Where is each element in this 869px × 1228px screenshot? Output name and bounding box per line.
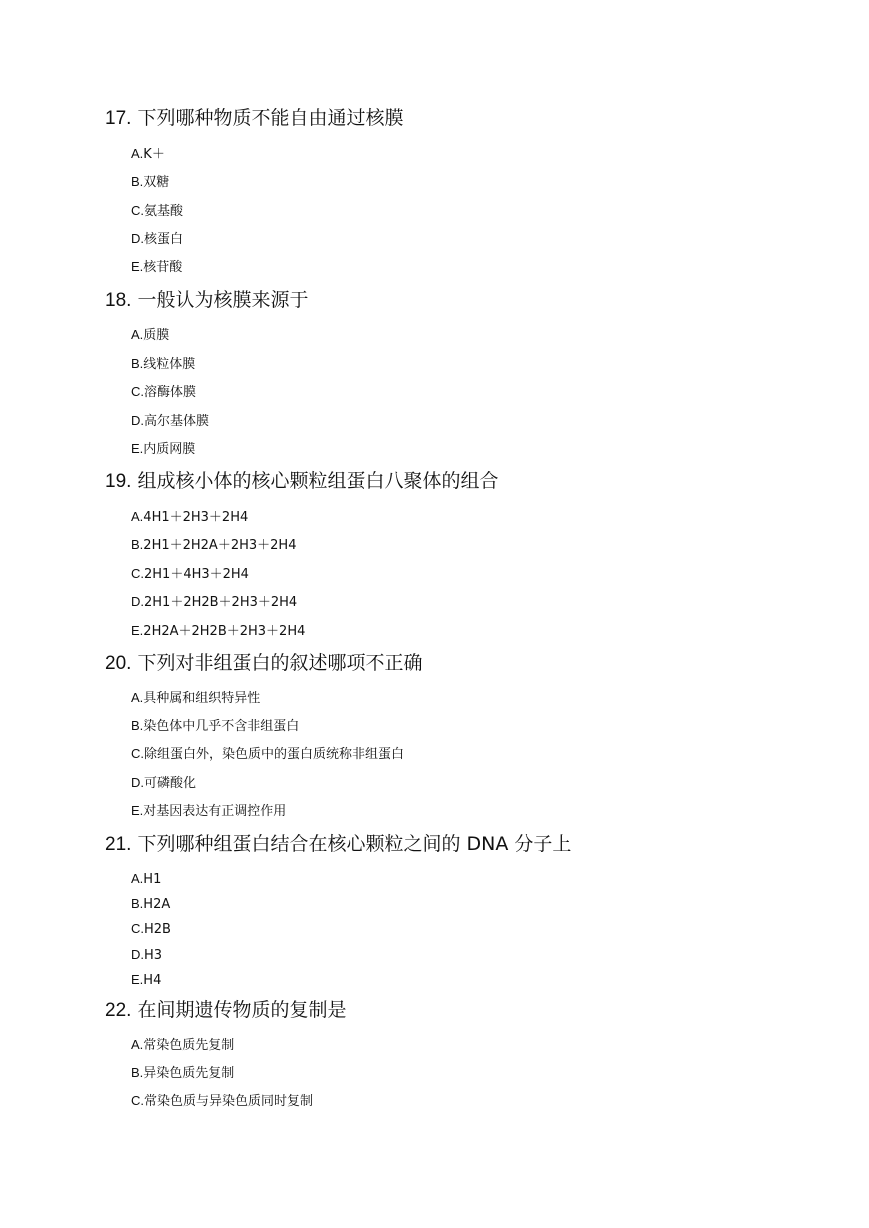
option-b (131, 1064, 234, 1083)
option-d (131, 412, 209, 431)
option-c (131, 202, 183, 221)
option-letter: B. (131, 537, 144, 552)
option-b (131, 895, 170, 914)
option-text: 异染色质先复制 (143, 1066, 235, 1081)
option-text: 核蛋白 (144, 232, 184, 247)
option-text: 染色体中几乎不含非组蛋白 (143, 719, 300, 734)
option-d (131, 230, 183, 249)
option-c (131, 565, 249, 584)
option-a (131, 870, 161, 889)
option-c (131, 745, 404, 764)
option-text: 核苷酸 (143, 260, 183, 275)
option-letter: E. (131, 803, 144, 818)
option-d (131, 946, 162, 965)
question-number: 18. (105, 290, 132, 311)
option-a (131, 689, 260, 708)
option-text: 除组蛋白外，染色质中的蛋白质统称非组蛋白 (144, 747, 405, 762)
option-text: 氨基酸 (144, 204, 184, 219)
option-e (131, 258, 182, 277)
option-text: H2B (144, 922, 171, 937)
option-letter: E. (131, 623, 144, 638)
option-letter: B. (131, 896, 144, 911)
option-letter: A. (131, 146, 144, 161)
question-title (105, 288, 308, 313)
question-text: 下列对非组蛋白的叙述哪项不正确 (137, 652, 423, 674)
option-letter: A. (131, 327, 144, 342)
option-text: 质膜 (143, 328, 170, 343)
option-text: 2H1＋2H2B＋2H3＋2H4 (144, 595, 298, 610)
question-number: 19. (105, 471, 132, 492)
option-letter: D. (131, 947, 144, 962)
option-letter: B. (131, 174, 144, 189)
option-letter: B. (131, 356, 144, 371)
question-number: 20. (105, 653, 132, 674)
option-letter: D. (131, 413, 144, 428)
option-a (131, 1036, 234, 1055)
option-text: 2H2A＋2H2B＋2H3＋2H4 (143, 624, 306, 639)
option-letter: C. (131, 1093, 144, 1108)
question-title (105, 106, 403, 131)
option-letter: E. (131, 441, 144, 456)
option-text: 4H1＋2H3＋2H4 (143, 510, 249, 525)
option-text: H3 (144, 948, 163, 963)
option-text: 可磷酸化 (144, 776, 197, 791)
question-title (105, 651, 422, 676)
option-text: 线粒体膜 (143, 357, 196, 372)
question-text: 下列哪种组蛋白结合在核心颗粒之间的 DNA 分子上 (137, 833, 572, 855)
option-text: 常染色质与异染色质同时复制 (144, 1094, 314, 1109)
option-letter: C. (131, 384, 144, 399)
option-letter: E. (131, 259, 144, 274)
option-b (131, 717, 299, 736)
option-letter: D. (131, 775, 144, 790)
option-c (131, 383, 196, 402)
option-text: H1 (143, 872, 162, 887)
option-text: 溶酶体膜 (144, 385, 197, 400)
option-text: 常染色质先复制 (143, 1038, 235, 1053)
option-b (131, 173, 169, 192)
option-d (131, 593, 297, 612)
option-letter: D. (131, 594, 144, 609)
option-text: 具种属和组织特异性 (143, 691, 261, 706)
option-text: K＋ (143, 147, 165, 162)
option-letter: A. (131, 690, 144, 705)
question-title (105, 998, 346, 1023)
option-letter: A. (131, 1037, 144, 1052)
question-text: 在间期遗传物质的复制是 (137, 999, 347, 1021)
question-text: 下列哪种物质不能自由通过核膜 (137, 107, 404, 129)
option-d (131, 774, 196, 793)
option-e (131, 440, 195, 459)
option-e (131, 802, 286, 821)
question-title (105, 832, 571, 857)
option-a (131, 326, 169, 345)
option-letter: B. (131, 1065, 144, 1080)
question-text: 组成核小体的核心颗粒组蛋白八聚体的组合 (137, 470, 499, 492)
question-number: 17. (105, 108, 132, 129)
option-b (131, 355, 195, 374)
question-number: 22. (105, 1000, 132, 1021)
option-text: 高尔基体膜 (144, 414, 210, 429)
option-e (131, 622, 305, 641)
option-letter: D. (131, 231, 144, 246)
option-a (131, 145, 165, 164)
option-letter: C. (131, 921, 144, 936)
option-b (131, 536, 296, 555)
option-c (131, 920, 171, 939)
option-letter: E. (131, 972, 144, 987)
option-text: H4 (143, 973, 162, 988)
option-letter: C. (131, 566, 144, 581)
option-letter: B. (131, 718, 144, 733)
option-letter: C. (131, 746, 144, 761)
option-letter: C. (131, 203, 144, 218)
option-text: 内质网膜 (143, 442, 196, 457)
question-title (105, 469, 498, 494)
option-text: H2A (143, 897, 171, 912)
option-letter: A. (131, 509, 144, 524)
option-c (131, 1092, 313, 1111)
option-a (131, 508, 248, 527)
question-number: 21. (105, 834, 132, 855)
option-text: 对基因表达有正调控作用 (143, 804, 287, 819)
option-text: 2H1＋2H2A＋2H3＋2H4 (143, 538, 297, 553)
option-letter: A. (131, 871, 144, 886)
option-e (131, 971, 161, 990)
question-text: 一般认为核膜来源于 (137, 289, 309, 311)
option-text: 2H1＋4H3＋2H4 (144, 567, 249, 582)
option-text: 双糖 (143, 175, 170, 190)
